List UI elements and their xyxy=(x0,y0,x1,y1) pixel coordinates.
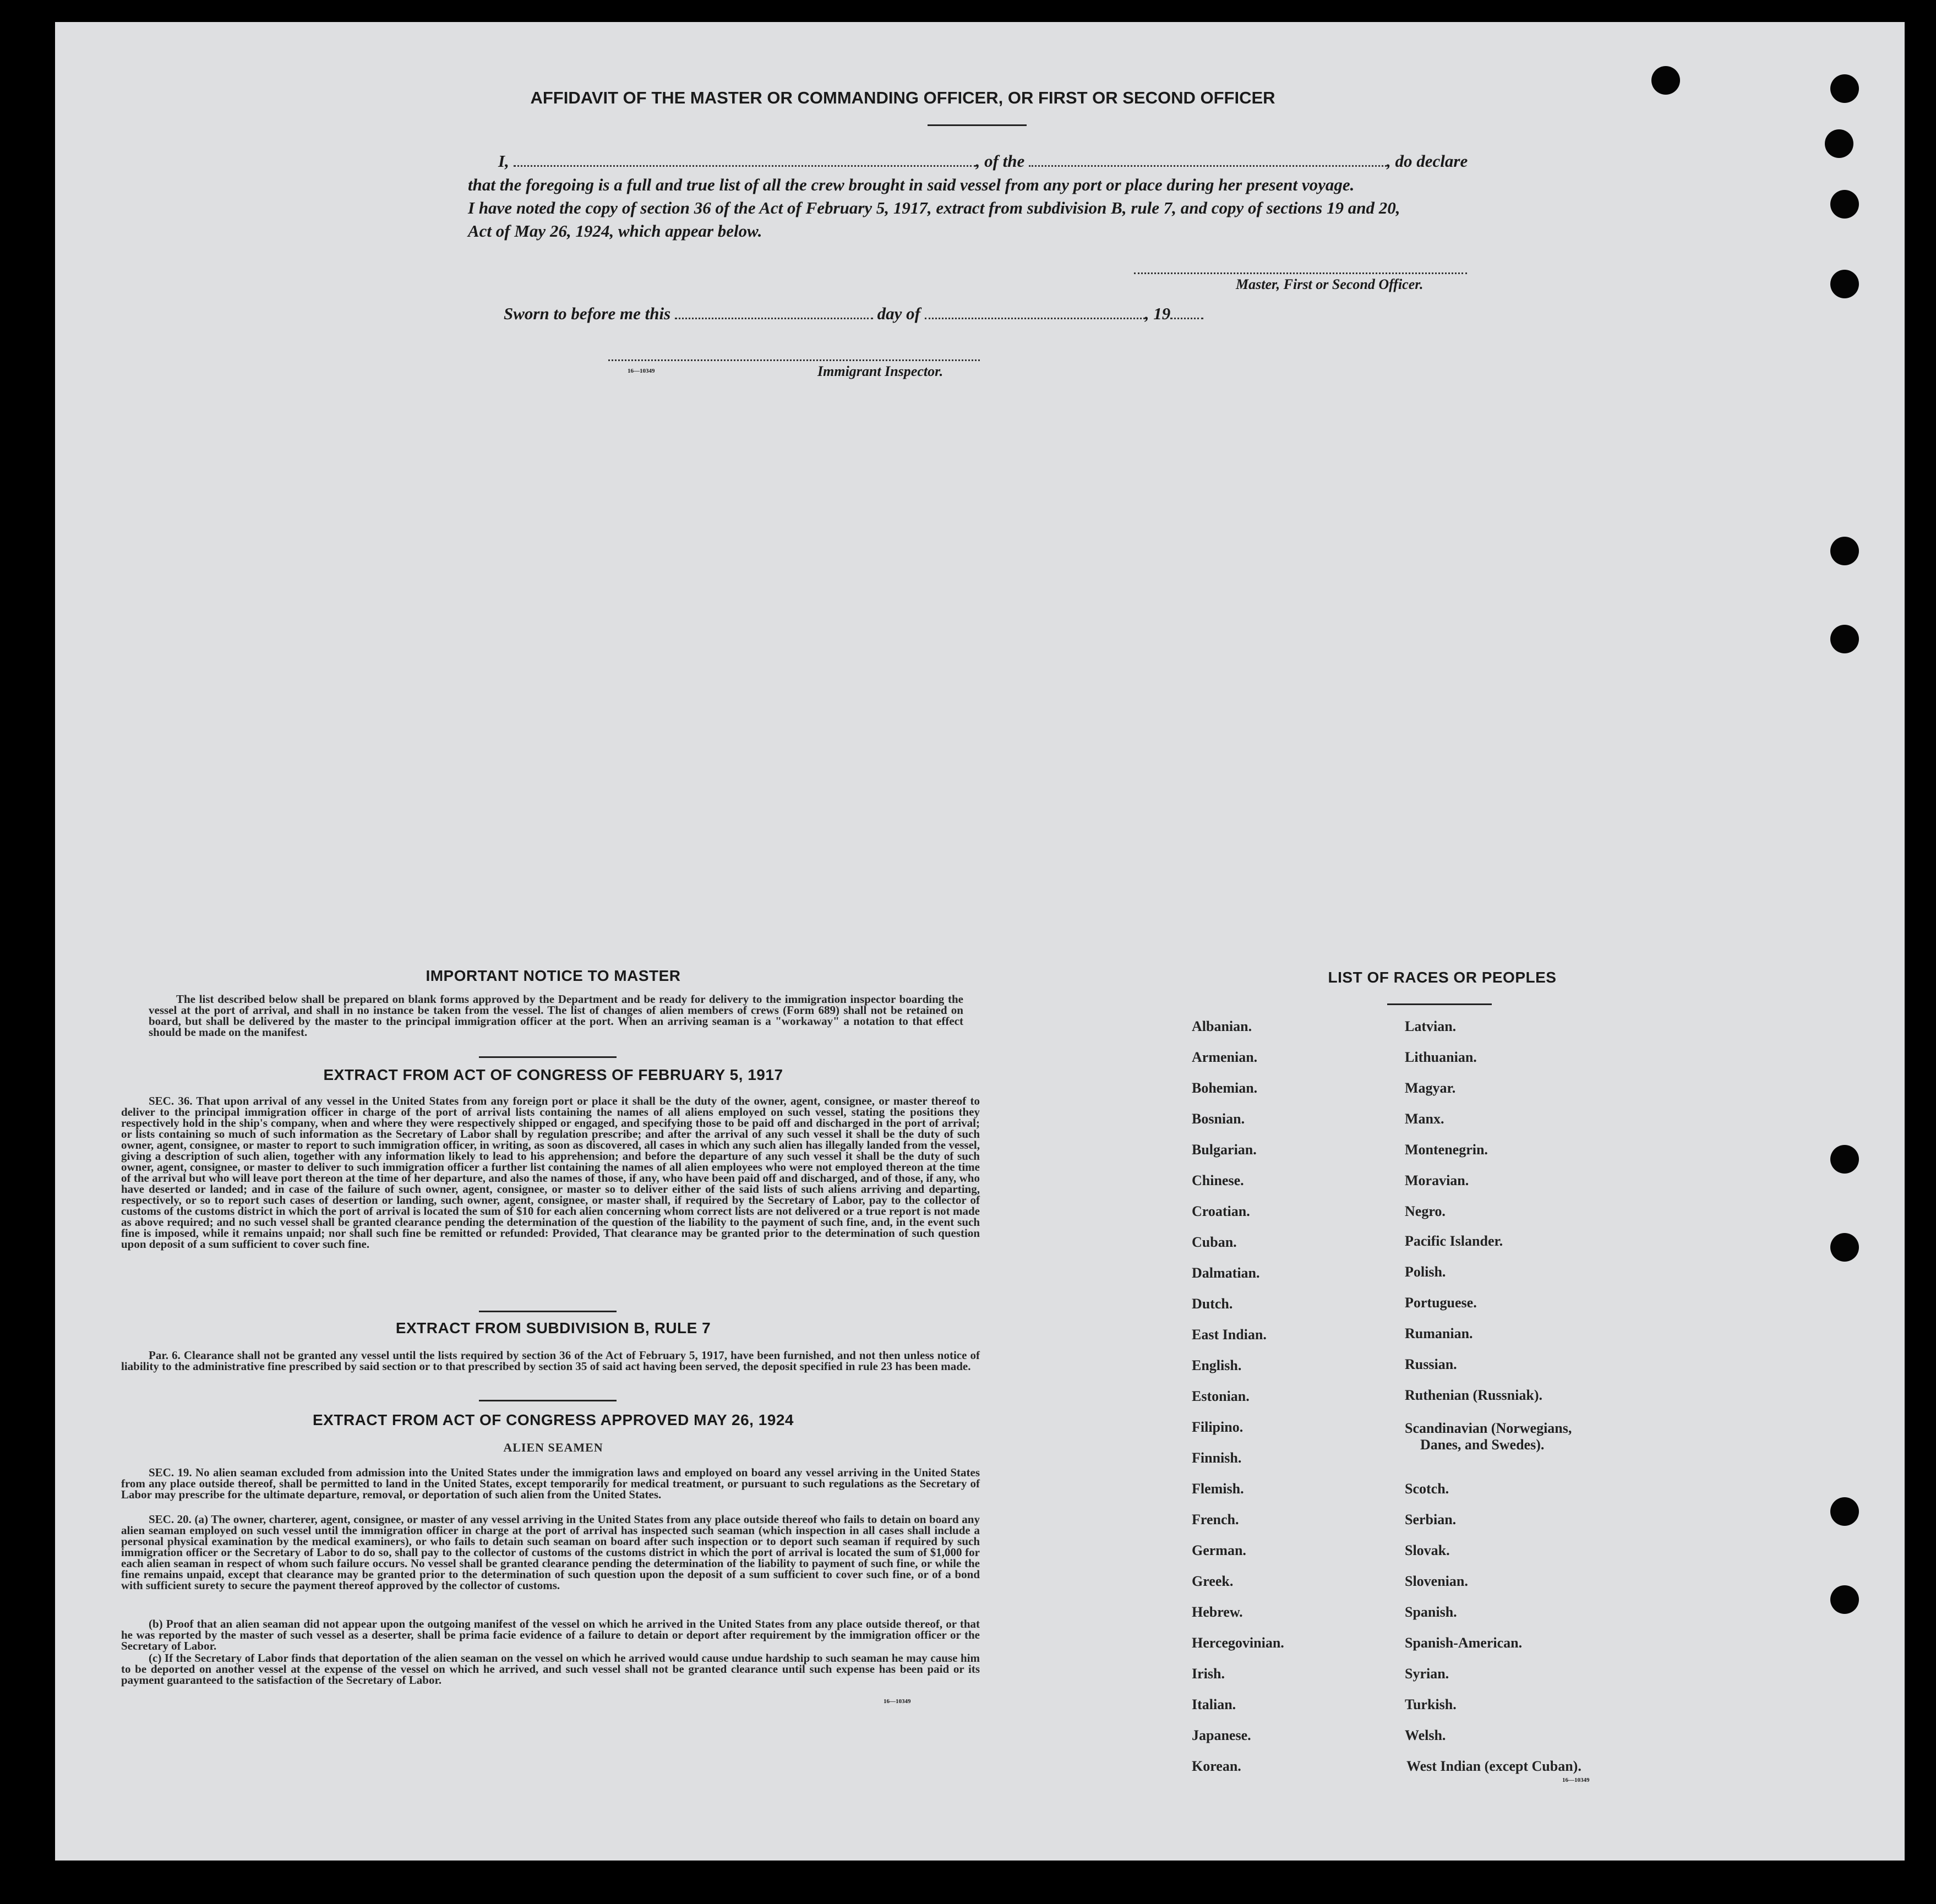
declaration-line-1 xyxy=(498,151,1468,171)
race-item: Dalmatian. xyxy=(1192,1265,1260,1281)
notice-body: The list described below shall be prepared on blank forms approved by the Department and be ready for delivery to the immigration inspector boarding the vessel at the port of arrival, and shall in no instance be taken from the vessel. The list of changes of alien members of crews (Form 689) shall not be retained on board, but shall be delivered by the master to the principal immigration officer at the port. When an arriving seaman is a "workaway" a notation to that effect should be made on the manifest. xyxy=(149,992,963,1039)
race-item: Bosnian. xyxy=(1192,1111,1245,1127)
punch-hole xyxy=(1830,1233,1859,1262)
alien-seamen-subtitle: ALIEN SEAMEN xyxy=(503,1441,603,1454)
punch-hole xyxy=(1825,129,1853,158)
punch-hole xyxy=(1651,66,1680,95)
race-item: Greek. xyxy=(1192,1573,1234,1589)
month-field[interactable] xyxy=(925,305,1145,319)
day-field[interactable] xyxy=(675,305,873,319)
affidavit-title: AFFIDAVIT OF THE MASTER OR COMMANDING OFFICER, OR FIRST OR SECOND OFFICER xyxy=(530,88,1275,107)
race-item: Dutch. xyxy=(1192,1296,1233,1312)
declaration-line-3: I have noted the copy of section 36 of the Act of February 5, 1917, extract from subdivision B, rule 7, and copy of sections 19 and 20, xyxy=(468,198,1400,217)
race-item: Ruthenian (Russniak). xyxy=(1405,1387,1542,1403)
race-item: Flemish. xyxy=(1192,1481,1244,1497)
race-item: Albanian. xyxy=(1192,1018,1252,1034)
race-item: German. xyxy=(1192,1542,1246,1558)
race-item: Slovenian. xyxy=(1405,1573,1468,1589)
form-page xyxy=(55,22,1905,1861)
race-item: Latvian. xyxy=(1405,1018,1457,1034)
race-item: Syrian. xyxy=(1405,1666,1449,1682)
divider xyxy=(479,1400,617,1401)
sec-20c-body: (c) If the Secretary of Labor finds that deportation of the alien seaman on the vessel on which he arrived would cause undue hardship to such seaman he may cause him to be deported on another vessel at the expense of the vessel on which he arrived, and such vessel shall not be granted clearance until such expense has been paid or its payment guaranteed to the satisfaction of the Secretary of Labor. xyxy=(121,1651,980,1687)
form-number: 16—10349 xyxy=(1562,1777,1590,1783)
year-field[interactable] xyxy=(1170,305,1203,319)
punch-hole xyxy=(1830,1145,1859,1174)
race-item: Magyar. xyxy=(1405,1080,1456,1096)
race-item: Danes, and Swedes). xyxy=(1420,1437,1545,1453)
sec-19-body: SEC. 19. No alien seaman excluded from admission into the United States under the immigration laws and employed on board any vessel arriving in the United States from any place outside thereof, shall be permitted to land in the United States, except temporarily for medical treatment, or pursuant to such regulations as the Secretary of Labor may prescribe for the ultimate departure, removal, or deportation of such alien from the United States. xyxy=(121,1466,980,1501)
punch-hole xyxy=(1830,74,1859,103)
rule-7-body: Par. 6. Clearance shall not be granted any vessel until the lists required by section 36 of the Act of February 5, 1917, have been furnished, and not then unless notice of liability to the administrative fine prescribed by said section or to that prescribed by section 35 of said act having been served, the deposit specified in rule 23 has been made. xyxy=(121,1349,980,1373)
race-item: Croatian. xyxy=(1192,1203,1250,1219)
extract-1917-title: EXTRACT FROM ACT OF CONGRESS OF FEBRUARY 5, 1917 xyxy=(323,1066,783,1083)
race-item: Polish. xyxy=(1405,1264,1446,1280)
race-item: Estonian. xyxy=(1192,1388,1250,1404)
sec-20b-body: (b) Proof that an alien seaman did not appear upon the outgoing manifest of the vessel on which he arrived in the United States from any place outside thereof, or that he was reported by the master of such vessel as a deserter, shall be prima facie evidence of a failure to detain or deport after requirement by the immigration officer or the Secretary of Labor. xyxy=(121,1617,980,1652)
do-declare-label: , do declare xyxy=(1387,151,1468,171)
race-item: Spanish-American. xyxy=(1405,1635,1523,1651)
title-underline xyxy=(928,124,1027,126)
declaration-line-2: that the foregoing is a full and true list of all the crew brought in said vessel from any port or place during her present voyage. xyxy=(468,175,1355,194)
race-item: Manx. xyxy=(1405,1111,1444,1127)
vessel-field[interactable] xyxy=(1029,153,1387,167)
rule-7-title: EXTRACT FROM SUBDIVISION B, RULE 7 xyxy=(395,1319,711,1336)
race-item: Russian. xyxy=(1405,1356,1457,1372)
inspector-label: Immigrant Inspector. xyxy=(817,363,944,379)
of-the-label: , of the xyxy=(975,151,1025,171)
punch-hole xyxy=(1830,1497,1859,1526)
race-item: Korean. xyxy=(1192,1758,1241,1774)
race-item: French. xyxy=(1192,1512,1239,1527)
race-item: Filipino. xyxy=(1192,1419,1244,1435)
day-of-label: day of xyxy=(877,304,920,323)
divider xyxy=(1387,1003,1492,1005)
race-item: Negro. xyxy=(1405,1203,1446,1219)
race-item: Cuban. xyxy=(1192,1234,1237,1250)
form-number: 16—10349 xyxy=(884,1698,911,1705)
punch-hole xyxy=(1830,537,1859,565)
notice-title: IMPORTANT NOTICE TO MASTER xyxy=(426,967,681,984)
race-item: Welsh. xyxy=(1405,1727,1446,1743)
race-item: Hebrew. xyxy=(1192,1604,1243,1620)
race-item: Japanese. xyxy=(1192,1727,1251,1743)
punch-hole xyxy=(1830,270,1859,298)
race-item: Finnish. xyxy=(1192,1450,1242,1466)
sworn-line xyxy=(504,304,1203,324)
punch-hole xyxy=(1830,1585,1859,1614)
extract-1924-title: EXTRACT FROM ACT OF CONGRESS APPROVED MAY 26, 1924 xyxy=(313,1411,794,1428)
divider xyxy=(479,1311,617,1312)
year-label: , 19 xyxy=(1144,304,1171,323)
race-item: Armenian. xyxy=(1192,1049,1258,1065)
declaration-line-4: Act of May 26, 1924, which appear below. xyxy=(468,221,762,241)
race-item: Turkish. xyxy=(1405,1696,1457,1712)
divider xyxy=(479,1056,617,1058)
punch-hole xyxy=(1830,190,1859,219)
race-item: Montenegrin. xyxy=(1405,1142,1488,1158)
race-item: Pacific Islander. xyxy=(1405,1233,1503,1249)
master-signature-line[interactable] xyxy=(1134,272,1467,274)
punch-hole xyxy=(1830,625,1859,653)
race-item: Lithuanian. xyxy=(1405,1049,1477,1065)
race-item: Serbian. xyxy=(1405,1512,1457,1527)
race-item: Portuguese. xyxy=(1405,1295,1477,1311)
race-item: English. xyxy=(1192,1357,1242,1373)
race-item: East Indian. xyxy=(1192,1327,1267,1343)
race-item: Scandinavian (Norwegians, xyxy=(1405,1420,1572,1436)
race-item: Hercegovinian. xyxy=(1192,1635,1284,1651)
i-label: I, xyxy=(498,151,509,171)
race-item: West Indian (except Cuban). xyxy=(1406,1758,1581,1774)
race-item: Irish. xyxy=(1192,1666,1225,1682)
master-signature-label: Master, First or Second Officer. xyxy=(1236,276,1424,292)
race-item: Moravian. xyxy=(1405,1172,1469,1188)
race-item: Rumanian. xyxy=(1405,1325,1473,1341)
race-item: Spanish. xyxy=(1405,1604,1457,1620)
race-item: Italian. xyxy=(1192,1696,1236,1712)
inspector-signature-line[interactable] xyxy=(608,359,980,361)
race-item: Slovak. xyxy=(1405,1542,1450,1558)
race-item: Scotch. xyxy=(1405,1481,1449,1497)
name-field[interactable] xyxy=(514,153,976,167)
extract-1917-body: SEC. 36. That upon arrival of any vessel in the United States from any foreign port or place it shall be the duty of the owner, agent, consignee, or master thereof to deliver to the principal immigration officer in charge of the port of arrival lists containing the names of all aliens employed on such vessel, stating the positions they respectively hold in the ship's company, when and where they were respectively shipped or engaged, and specifying those to be paid off and discharged in the port of arrival; or lists containing so much of such information as the Secretary of Labor shall by regulation prescribe; and after the arrival of any such vessel it shall be the duty of such owner, agent, consignee, or master to report to such immigration officer, in writing, as soon as discovered, all cases in which any such alien has illegally landed from the vessel, giving a description of such alien, together with any information likely to lead to his apprehension; and before the departure of any such vessel it shall be the duty of such owner, agent, consignee, or master to deliver to such immigration officer a further list containing the names of all alien employees who were not employed thereon at the time of the arrival but who will leave port thereon at the time of her departure, and also the names of those, if any, who have been paid off and discharged, and of those, if any, who have deserted or landed; and in case of the failure of such owner, agent, consignee, or master so to deliver either of the said lists of such aliens arriving and departing, respectively, or so to report such cases of desertion or landing, such owner, agent, consignee, or master shall, if required by the Secretary of Labor, pay to the collector of customs of the customs district in which the port of arrival is located the sum of $10 for each alien concerning whom correct lists are not delivered or a true report is not made as above required; and no such vessel shall be granted clearance pending the determination of the question of the liability to the payment of such fine, and, in the event such fine is imposed, while it remains unpaid; nor shall such fine be remitted or refunded: Provided, That clearance may be granted prior to the determination of such question upon deposit of a sum sufficient to cover such fine. xyxy=(121,1094,980,1251)
race-item: Bohemian. xyxy=(1192,1080,1258,1096)
sec-20a-body: SEC. 20. (a) The owner, charterer, agent, consignee, or master of any vessel arriving in the United States from any place outside thereof who fails to detain on board any alien seaman employed on such vessel until the immigration officer in charge at the port of arrival has inspected such seaman (which inspection in all cases shall include a personal physical examination by the medical examiners), or who fails to detain such seaman on board after such inspection or to deport such seaman if required by such immigration officer or the Secretary of Labor to do so, shall pay to the collector of customs of the customs district in which the port of arrival is located the sum of $1,000 for each alien seaman in respect of whom such failure occurs. No vessel shall be granted clearance pending the determination of the liability to payment of such fine, or while the fine remains unpaid, except that clearance may be granted prior to the determination of such question upon the deposit of a sum sufficient to cover such fine, or of a bond with sufficient surety to secure the payment thereof approved by the collector of customs. xyxy=(121,1513,980,1592)
races-title: LIST OF RACES OR PEOPLES xyxy=(1328,969,1557,986)
form-number: 16—10349 xyxy=(628,368,655,374)
sworn-label: Sworn to before me this xyxy=(504,304,671,323)
race-item: Chinese. xyxy=(1192,1172,1244,1188)
race-item: Bulgarian. xyxy=(1192,1142,1257,1158)
